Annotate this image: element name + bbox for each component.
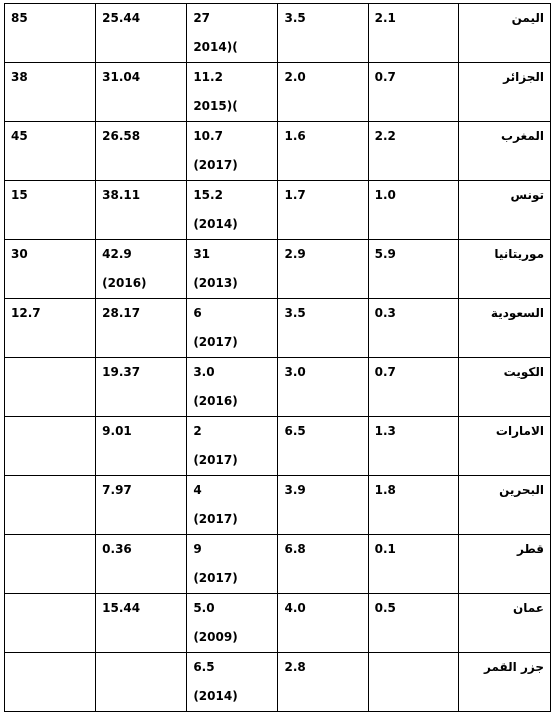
cell-col3-text: (2013) [193, 276, 238, 290]
table-row [5, 63, 551, 122]
cell-country [458, 417, 550, 476]
cell-col5 [368, 63, 458, 122]
cell-col1 [5, 535, 96, 594]
cell-col5-text: 1.8 [374, 483, 396, 497]
cell-col1-text [11, 653, 95, 682]
cell-col1 [5, 476, 96, 535]
cell-col2-text: 28.17 [102, 306, 141, 320]
cell-col4-text: 6.8 [284, 542, 306, 556]
cell-col3 [187, 181, 278, 240]
cell-col2-text: 9.01 [102, 424, 132, 438]
cell-country-text: اليمن [511, 11, 544, 25]
country-data-table [4, 3, 551, 712]
cell-col2-text [102, 623, 186, 652]
cell-col5 [368, 240, 458, 299]
cell-col5-text: 1.0 [374, 188, 396, 202]
cell-col1 [5, 240, 96, 299]
cell-col4-text: 3.0 [284, 365, 306, 379]
cell-col5 [368, 476, 458, 535]
cell-col4-text: 3.5 [284, 11, 306, 25]
cell-col1-text: 12.7 [11, 306, 41, 320]
cell-col1-text [11, 358, 95, 387]
cell-col3 [187, 594, 278, 653]
cell-col4 [278, 63, 368, 122]
cell-col2-text [102, 387, 186, 416]
cell-col4-text: 2.8 [284, 660, 306, 674]
cell-col2-text: 19.37 [102, 365, 141, 379]
cell-col1 [5, 653, 96, 712]
cell-col2 [96, 358, 187, 417]
cell-col4 [278, 594, 368, 653]
cell-col2 [96, 653, 187, 712]
cell-col2-text: 0.36 [102, 542, 132, 556]
cell-country [458, 594, 550, 653]
cell-col3-text: 31 [193, 247, 211, 261]
cell-col2-text [102, 564, 186, 593]
cell-country-text: تونس [510, 188, 544, 202]
cell-col2-text: 26.58 [102, 129, 141, 143]
cell-country-text: عمان [513, 601, 544, 615]
cell-col2-text [102, 33, 186, 62]
cell-col5-text: 0.7 [374, 70, 396, 84]
cell-col5 [368, 4, 458, 63]
cell-col1-text: 45 [11, 129, 28, 143]
cell-col1 [5, 299, 96, 358]
cell-col5 [368, 417, 458, 476]
cell-col4 [278, 476, 368, 535]
cell-col3-text: 2 [193, 424, 202, 438]
table-row [5, 594, 551, 653]
cell-col1-text: 30 [11, 247, 28, 261]
cell-col3-text: (2017) [193, 453, 238, 467]
cell-col4 [278, 240, 368, 299]
cell-col4-text: 1.6 [284, 129, 306, 143]
cell-col2 [96, 535, 187, 594]
cell-country [458, 476, 550, 535]
cell-col3-text: 3.0 [193, 365, 215, 379]
cell-col1-text: 85 [11, 11, 28, 25]
table-row [5, 417, 551, 476]
cell-country [458, 63, 550, 122]
cell-col5 [368, 299, 458, 358]
cell-country-text: جزر القمر [484, 660, 544, 674]
cell-col1 [5, 122, 96, 181]
cell-col2 [96, 594, 187, 653]
cell-col3 [187, 535, 278, 594]
cell-col1 [5, 4, 96, 63]
cell-col3-text: 4 [193, 483, 202, 497]
cell-col5 [368, 358, 458, 417]
cell-country-text: قطر [516, 542, 544, 556]
cell-col5-text: 2.1 [374, 11, 396, 25]
cell-col3 [187, 653, 278, 712]
cell-col3-text: (2017) [193, 571, 238, 585]
cell-col2 [96, 4, 187, 63]
cell-country [458, 358, 550, 417]
cell-col4 [278, 299, 368, 358]
cell-col2-text: 7.97 [102, 483, 132, 497]
cell-col3-text: (2014) [193, 689, 238, 703]
cell-col3-text: 15.2 [193, 188, 223, 202]
cell-col4-text: 3.5 [284, 306, 306, 320]
cell-country [458, 122, 550, 181]
cell-country-text: موريتانيا [494, 247, 544, 261]
cell-col2-text: 38.11 [102, 188, 141, 202]
cell-col3-text: 5.0 [193, 601, 215, 615]
cell-col5-text: 0.5 [374, 601, 396, 615]
cell-col4-text: 6.5 [284, 424, 306, 438]
table-row [5, 476, 551, 535]
cell-col1-text: 38 [11, 70, 28, 84]
cell-col1 [5, 594, 96, 653]
table-row [5, 181, 551, 240]
cell-col2 [96, 240, 187, 299]
cell-col3 [187, 417, 278, 476]
cell-col3 [187, 4, 278, 63]
cell-col2-text [102, 653, 186, 682]
cell-country [458, 181, 550, 240]
cell-col2 [96, 476, 187, 535]
cell-col1 [5, 358, 96, 417]
cell-col3-text: (2017) [193, 158, 238, 172]
cell-col3-text: 6 [193, 306, 202, 320]
cell-col1 [5, 181, 96, 240]
cell-col1 [5, 417, 96, 476]
table-row [5, 122, 551, 181]
cell-col3-text: 6.5 [193, 660, 215, 674]
cell-col3-text: 2015)( [193, 99, 238, 113]
cell-col3-text: 2014)( [193, 40, 238, 54]
cell-col3 [187, 240, 278, 299]
cell-col1-text [11, 476, 95, 505]
table-row [5, 299, 551, 358]
cell-col2-text: 31.04 [102, 70, 141, 84]
cell-col3-text: 9 [193, 542, 202, 556]
cell-col2 [96, 299, 187, 358]
cell-col3-text: (2016) [193, 394, 238, 408]
cell-col2-text [102, 210, 186, 239]
cell-col3-text: (2014) [193, 217, 238, 231]
cell-col1-text [11, 594, 95, 623]
cell-col5-text: 2.2 [374, 129, 396, 143]
table-row [5, 535, 551, 594]
cell-col3 [187, 299, 278, 358]
cell-col2-text: 42.9 [102, 247, 132, 261]
cell-col4 [278, 535, 368, 594]
cell-col1-text [11, 535, 95, 564]
cell-col3 [187, 122, 278, 181]
cell-col5-text [375, 653, 458, 682]
cell-col4 [278, 358, 368, 417]
cell-col2-text: 15.44 [102, 601, 141, 615]
cell-country-text: المغرب [501, 129, 544, 143]
cell-col3 [187, 476, 278, 535]
table-row [5, 653, 551, 712]
cell-col4 [278, 181, 368, 240]
cell-col4-text: 4.0 [284, 601, 306, 615]
cell-col3-text: (2017) [193, 512, 238, 526]
cell-col5-text: 0.3 [374, 306, 396, 320]
cell-country [458, 535, 550, 594]
cell-col3 [187, 63, 278, 122]
cell-country-text: الجزائر [503, 70, 544, 84]
cell-country-text: الامارات [495, 424, 544, 438]
cell-col5 [368, 653, 458, 712]
cell-col2-text [102, 92, 186, 121]
cell-col4 [278, 122, 368, 181]
cell-col4-text: 2.9 [284, 247, 306, 261]
cell-col2-text [102, 505, 186, 534]
cell-country-text: البحرين [499, 483, 544, 497]
cell-country [458, 299, 550, 358]
cell-col2-text: 25.44 [102, 11, 141, 25]
cell-col4 [278, 653, 368, 712]
cell-col3-text: 11.2 [193, 70, 223, 84]
cell-col5-text: 5.9 [374, 247, 396, 261]
cell-col4-text: 2.0 [284, 70, 306, 84]
cell-col3-text: 10.7 [193, 129, 223, 143]
table-row [5, 240, 551, 299]
cell-col5 [368, 594, 458, 653]
cell-country [458, 653, 550, 712]
cell-col2 [96, 417, 187, 476]
cell-col3-text: (2017) [193, 335, 238, 349]
cell-country [458, 240, 550, 299]
cell-col3 [187, 358, 278, 417]
cell-country [458, 4, 550, 63]
cell-col4 [278, 417, 368, 476]
table-body [5, 4, 551, 712]
cell-col4 [278, 4, 368, 63]
cell-col5 [368, 122, 458, 181]
cell-col5-text: 1.3 [374, 424, 396, 438]
cell-col2-text [102, 151, 186, 180]
cell-country-text: الكويت [503, 365, 544, 379]
cell-col3-text: 27 [193, 11, 211, 25]
cell-col2-text [102, 682, 186, 711]
cell-col5 [368, 535, 458, 594]
cell-col4-text: 3.9 [284, 483, 306, 497]
cell-col1 [5, 63, 96, 122]
cell-col1-text: 15 [11, 188, 28, 202]
cell-col5-text: 0.1 [374, 542, 396, 556]
cell-col2 [96, 63, 187, 122]
table-row [5, 358, 551, 417]
cell-col2-text [102, 446, 186, 475]
table-row [5, 4, 551, 63]
cell-col1-text [11, 417, 95, 446]
cell-col5 [368, 181, 458, 240]
cell-country-text: السعودية [490, 306, 544, 320]
cell-col2 [96, 181, 187, 240]
cell-col5-text: 0.7 [374, 365, 396, 379]
cell-col2-text: (2016) [102, 276, 147, 290]
cell-col2 [96, 122, 187, 181]
cell-col4-text: 1.7 [284, 188, 306, 202]
cell-col2-text [102, 328, 186, 357]
cell-col3-text: (2009) [193, 630, 238, 644]
